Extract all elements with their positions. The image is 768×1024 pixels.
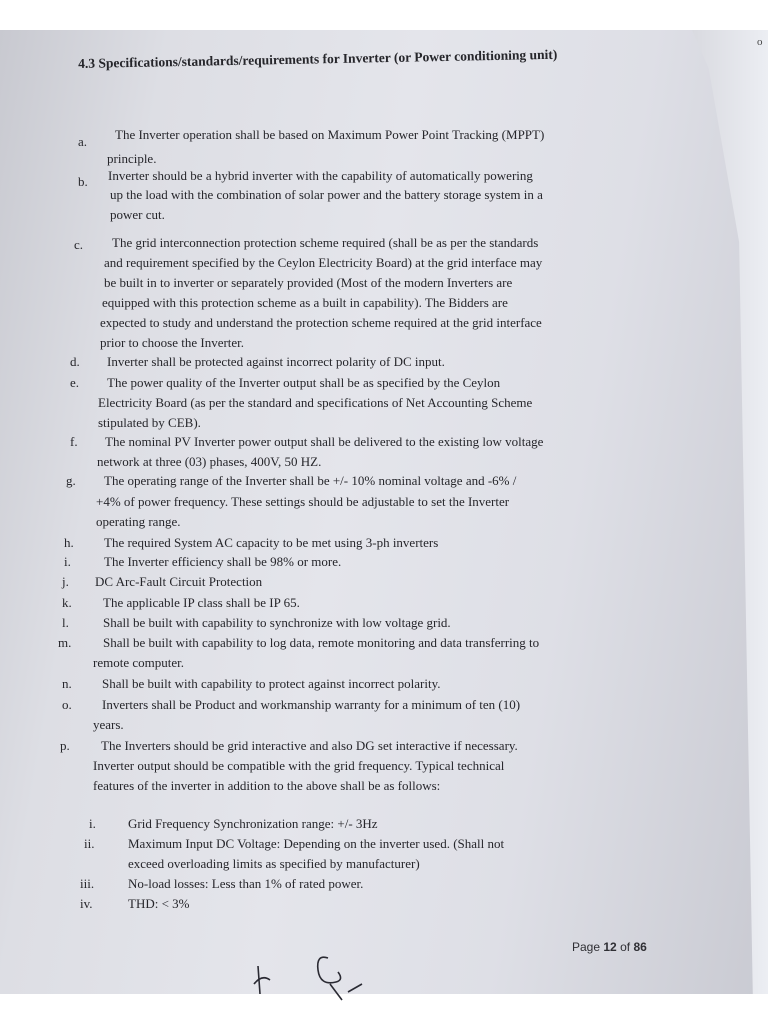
list-marker: f. [70,434,78,449]
list-item-text-line: network at three (03) phases, 400V, 50 HZ. [97,454,322,469]
list-marker: i. [64,554,71,569]
list-marker: p. [60,738,70,753]
sub-item-text-line: Maximum Input DC Voltage: Depending on the inverter used. (Shall not [128,836,505,851]
list-item-text-line: remote computer. [93,655,184,670]
list-marker: c. [74,237,84,252]
list-marker: k. [62,595,72,610]
list-item-text-line: years. [93,717,124,732]
list-item-text-line: power cut. [110,207,165,222]
list-item-text-line: The power quality of the Inverter output shall be as specified by the Ceylon [107,375,501,390]
list-marker: a. [78,134,88,149]
list-item-text-line: The operating range of the Inverter shall be +/- 10% nominal voltage and -6% / [104,473,517,488]
list-marker: o. [62,697,72,712]
list-marker: n. [62,676,72,691]
list-marker: e. [70,375,80,390]
list-item-text-line: The applicable IP class shall be IP 65. [103,595,300,610]
list-item-text-line: operating range. [96,514,181,529]
list-item-text-line: Inverter shall be protected against incorrect polarity of DC input. [107,354,445,369]
list-marker: d. [70,354,80,369]
list-marker: i. [89,816,96,831]
list-marker: l. [62,615,69,630]
list-item-text-line: DC Arc-Fault Circuit Protection [95,574,263,589]
list-marker: iii. [80,876,95,891]
page-label: Page [572,940,601,954]
list-item-text-line: +4% of power frequency. These settings should be adjustable to set the Inverter [96,494,510,509]
list-item-text-line: The grid interconnection protection scheme required (shall be as per the standards [112,235,539,250]
list-item-text-line: Electricity Board (as per the standard and specifications of Net Accounting Scheme [98,395,533,410]
list-item-text-line: equipped with this protection scheme as a built in capability). The Bidders are [102,295,508,310]
list-marker: j. [62,574,69,589]
list-marker: ii. [84,836,95,851]
page-total: 86 [633,940,647,954]
list-item-text-line: be built in to inverter or separately provided (Most of the modern Inverters are [104,275,513,290]
list-marker: b. [78,174,88,189]
list-item-text-line: Shall be built with capability to log data, remote monitoring and data transferring to [103,635,540,650]
sub-item-text-line: No-load losses: Less than 1% of rated power. [128,876,364,891]
list-marker: g. [66,473,76,488]
list-item-text-line: The Inverters should be grid interactive and also DG set interactive if necessary. [101,738,518,753]
list-item-text-line: The Inverter operation shall be based on Maximum Power Point Tracking (MPPT) [115,127,545,142]
list-item-text-line: Inverters shall be Product and workmanship warranty for a minimum of ten (10) [102,697,521,712]
list-item-text-line: up the load with the combination of solar power and the battery storage system in a [110,187,543,202]
corner-mark: o [757,36,763,48]
list-item-text-line: stipulated by CEB). [98,415,201,430]
list-item-text-line: features of the inverter in addition to the above shall be as follows: [93,778,441,793]
sub-item-text-line: THD: < 3% [128,896,190,911]
section-heading: 4.3 Specifications/standards/requirements for Inverter (or Power conditioning unit) [78,46,558,71]
list-marker: m. [58,635,72,650]
list-item-text-line: Shall be built with capability to protect against incorrect polarity. [102,676,441,691]
page-number [572,940,647,954]
sub-item-text-line: Grid Frequency Synchronization range: +/- 3Hz [128,816,378,831]
list-item-text-line: The nominal PV Inverter power output shall be delivered to the existing low voltage [105,434,544,449]
list-item-text-line: The Inverter efficiency shall be 98% or more. [104,554,342,569]
page-current: 12 [603,940,617,954]
list-item-text-line: and requirement specified by the Ceylon Electricity Board) at the grid interface may [104,255,543,270]
list-item-text-line: Shall be built with capability to synchronize with low voltage grid. [103,615,451,630]
list-marker: iv. [80,896,93,911]
list-marker: h. [64,535,74,550]
list-item-text-line: principle. [107,151,157,166]
list-item-text-line: expected to study and understand the protection scheme required at the grid interface [100,315,542,330]
page-of: of [620,940,631,954]
handwritten-signature [244,944,374,1004]
sub-item-text-line: exceed overloading limits as specified by manufacturer) [128,856,420,871]
list-item-text-line: Inverter should be a hybrid inverter with the capability of automatically powering [108,168,533,183]
list-item-text-line: Inverter output should be compatible with the grid frequency. Typical technical [93,758,505,773]
list-item-text-line: The required System AC capacity to be met using 3-ph inverters [104,535,439,550]
list-item-text-line: prior to choose the Inverter. [100,335,245,350]
